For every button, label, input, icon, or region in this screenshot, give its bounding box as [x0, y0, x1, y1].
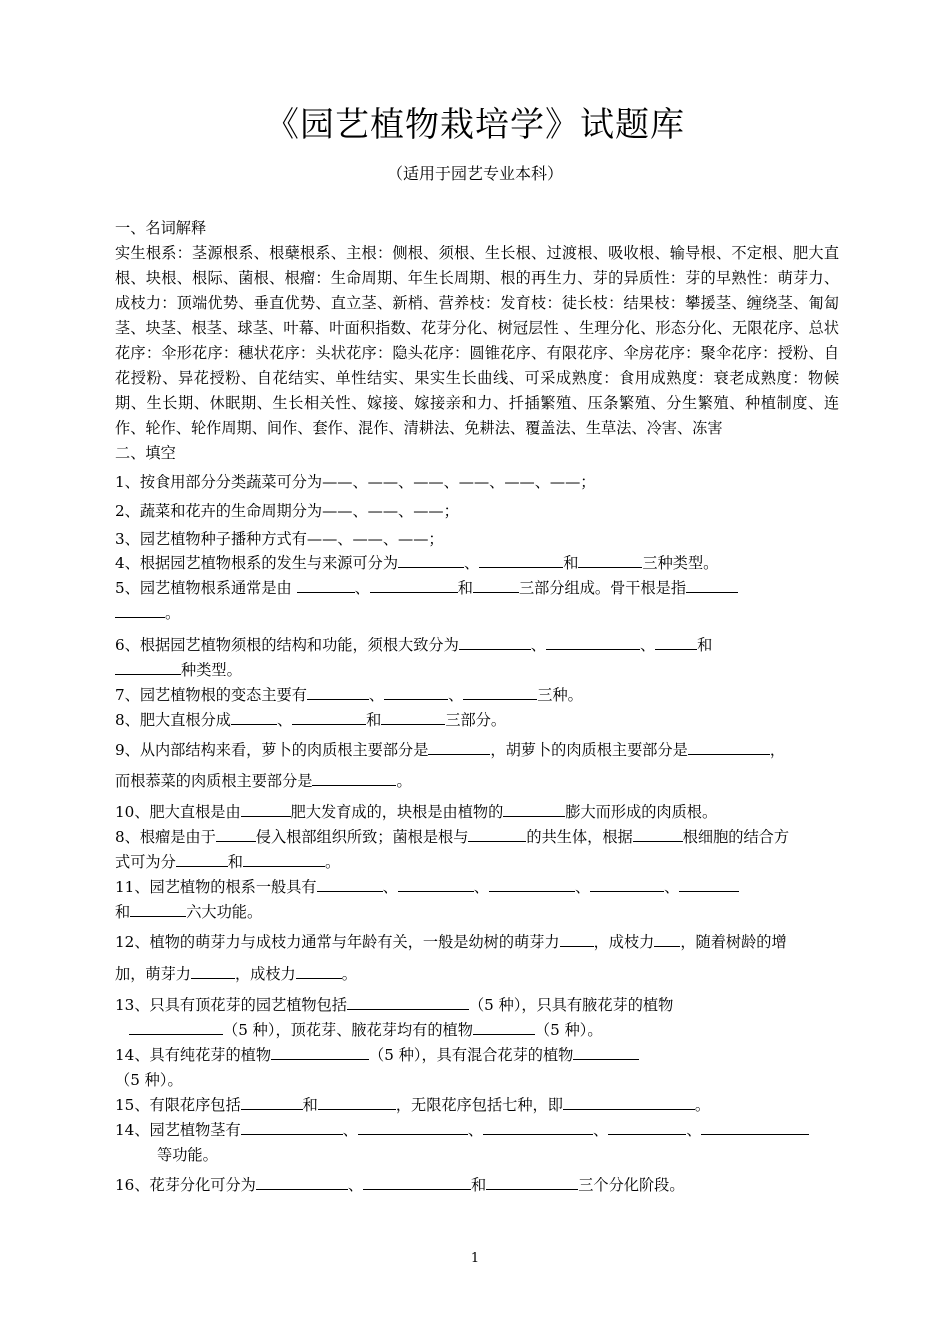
question-14b: [115, 1118, 839, 1143]
question-text: 。: [341, 965, 357, 983]
question-text: 14、具有纯花芽的植物: [115, 1046, 272, 1064]
question-8b: [115, 825, 839, 850]
question-text: 、: [382, 878, 398, 896]
question-14: [115, 1043, 839, 1068]
blank-line: [231, 710, 277, 725]
question-11-continued: [115, 900, 839, 930]
document-subtitle: （适用于园艺专业本科）: [386, 164, 563, 183]
blank-line: [358, 1120, 468, 1135]
question-text: 、: [448, 686, 464, 704]
question-4: [115, 551, 839, 576]
blank-line: [655, 635, 697, 650]
question-text: 6、根据园艺植物须根的结构和功能，须根大致分为: [115, 636, 459, 654]
question-text: 和: [471, 1176, 487, 1194]
question-text: 种类型。: [181, 661, 242, 679]
question-12: [115, 930, 839, 962]
question-text: （5 种）。: [534, 1021, 603, 1039]
blank-line: [241, 1120, 343, 1135]
question-text: 、: [464, 554, 480, 572]
question-text: 14、园艺植物茎有: [115, 1121, 241, 1139]
question-text: 膨大而形成的肉质根。: [565, 803, 718, 821]
question-text: 三种。: [537, 686, 583, 704]
blank-line: [312, 771, 396, 786]
question-14b-continued: [115, 1143, 839, 1173]
question-text: 侵入根部组织所致；菌根是根与: [255, 828, 469, 846]
question-6: [115, 633, 839, 658]
question-text: 和: [302, 1096, 318, 1114]
question-text: 六大功能。: [186, 903, 263, 921]
question-text: 16、花芽分化可分为: [115, 1176, 256, 1194]
blank-line: [297, 578, 355, 593]
blank-line: [590, 877, 664, 892]
question-15: [115, 1093, 839, 1118]
blank-line: [679, 877, 739, 892]
question-text: ，: [769, 741, 786, 759]
question-text: 10、肥大直根是由: [115, 803, 241, 821]
blank-line: [473, 1020, 535, 1035]
blank-line: [468, 827, 526, 842]
question-text: 13、只具有顶花芽的园艺植物包括: [115, 996, 347, 1014]
question-text: 11、园艺植物的根系一般具有: [115, 878, 317, 896]
question-text: 、: [467, 1121, 484, 1139]
blank-line: [473, 578, 519, 593]
question-text: 和: [115, 903, 131, 921]
question-text: 、: [664, 878, 680, 896]
question-text: （5 种）。: [115, 1071, 183, 1089]
question-text: 、: [686, 1121, 702, 1139]
question-text: ，成枝力: [234, 965, 296, 983]
blank-line: [463, 685, 537, 700]
question-text: 9、从内部结构来看，萝卜的肉质根主要部分是: [115, 741, 429, 759]
question-12-continued: [115, 962, 839, 993]
question-text: ，胡萝卜的肉质根主要部分是: [490, 741, 688, 759]
blank-line: [292, 710, 366, 725]
question-text: 、: [342, 1121, 358, 1139]
question-7: [115, 683, 839, 708]
question-text: 。: [324, 853, 341, 871]
question-text: 、: [276, 711, 293, 729]
section-heading-fill-blank: 二、填空: [115, 444, 176, 462]
question-text: 4、根据园艺植物根系的发生与来源可分为: [115, 554, 399, 572]
question-text: 三个分化阶段。: [578, 1176, 685, 1194]
blank-line: [398, 877, 474, 892]
question-text: 和: [457, 579, 473, 597]
blank-line: [191, 964, 235, 979]
question-8: [115, 708, 839, 738]
question-text: 的共生体，根据: [526, 828, 633, 846]
question-13: [115, 993, 839, 1018]
blank-line: [701, 1120, 809, 1135]
blank-line: [546, 635, 640, 650]
blank-line: [563, 1095, 695, 1110]
blank-line: [370, 578, 458, 593]
question-text: 。: [396, 772, 412, 790]
question-11: [115, 875, 839, 900]
blank-line: [633, 827, 683, 842]
question-3: 3、园艺植物种子播种方式有——、——、——；: [115, 530, 444, 548]
question-text: （5 种），只具有腋花芽的植物: [468, 996, 674, 1014]
blank-line: [216, 827, 256, 842]
question-text: 、: [574, 878, 591, 896]
section-heading-definitions: 一、名词解释: [115, 219, 207, 237]
blank-line: [608, 1120, 686, 1135]
question-text: 、: [368, 686, 385, 704]
question-text: 根细胞的结合方: [682, 828, 790, 846]
question-9-continued: [115, 769, 839, 800]
question-text: 三种类型。: [642, 554, 719, 572]
question-text: 等功能。: [157, 1146, 218, 1164]
blank-line: [573, 1045, 639, 1060]
question-text: 、: [530, 636, 546, 654]
blank-line: [271, 1045, 369, 1060]
question-1: 1、按食用部分分类蔬菜可分为——、——、——、——、——、——；: [115, 473, 596, 491]
blank-line: [115, 660, 181, 675]
blank-line: [317, 877, 383, 892]
question-text: 和: [366, 711, 382, 729]
question-text: 和: [563, 554, 579, 572]
blank-line: [363, 1175, 471, 1190]
question-text: 、: [593, 1121, 609, 1139]
blank-line: [307, 685, 369, 700]
question-text: 7、园艺植物根的变态主要有: [115, 686, 307, 704]
blank-line: [243, 852, 325, 867]
page-number: 1: [470, 1251, 480, 1266]
question-text: 、: [347, 1176, 364, 1194]
blank-line: [347, 995, 469, 1010]
question-text: ，成枝力: [593, 933, 655, 951]
blank-line: [686, 578, 738, 593]
question-text: 肥大发育成的，块根是由植物的: [290, 803, 504, 821]
question-text: 和: [697, 636, 713, 654]
document-body: [115, 216, 839, 1198]
blank-line: [241, 1095, 303, 1110]
blank-line: [129, 1020, 223, 1035]
question-text: 、: [354, 579, 370, 597]
question-6-continued: [115, 658, 839, 683]
question-text: 、: [639, 636, 656, 654]
blank-line: [503, 802, 565, 817]
definition-terms: 实生根系：茎源根系、根蘖根系、主根：侧根、须根、生长根、过渡根、吸收根、输导根、不定根、肥大直根、块根、根际、菌根、根瘤：生命周期、年生长周期、根的再生力、芽的异质性：芽的早熟性：萌芽力、成枝力：顶端优势、垂直优势、直立茎、新梢、营养枝：发育枝：徒长枝：结果枝：攀援茎、缠绕茎、匍匐茎、块茎、根茎、球茎、叶幕、叶面积指数、花芽分化、树冠层性 、生理分化、形态分化、无限花序、总状花序：伞形花序：穗状花序：头状花序：隐头花序：圆锥花序、有限花序、伞房花序：聚伞花序：授粉、自花授粉、异花授粉、自花结实、单性结实、果实生长曲线、可采成熟度：食用成熟度：衰老成熟度：物候期、生长期、休眠期、生长相关性、嫁接、嫁接亲和力、扦插繁殖、压条繁殖、分生繁殖、种植制度、连作、轮作、轮作周期、间作、套作、混作、清耕法、免耕法、覆盖法、生草法、冷害、冻害: [115, 244, 839, 437]
question-text: 。: [694, 1096, 711, 1114]
question-text: 加，萌芽力: [115, 965, 191, 983]
blank-line: [688, 740, 770, 755]
blank-line: [560, 932, 594, 947]
question-text: 、: [473, 878, 489, 896]
question-text: 三部分组成。骨干根是指: [518, 579, 686, 597]
question-text: 15、有限花序包括: [115, 1096, 241, 1114]
question-9: [115, 738, 839, 769]
blank-line: [489, 877, 575, 892]
blank-line: [459, 635, 531, 650]
blank-line: [115, 603, 165, 618]
blank-line: [483, 1120, 593, 1135]
question-text: ，随着树龄的增: [680, 933, 787, 951]
blank-line: [318, 1095, 396, 1110]
question-text: （5 种），具有混合花芽的植物: [369, 1046, 574, 1064]
question-text: 。: [165, 604, 181, 622]
blank-line: [479, 553, 563, 568]
question-text: 而根菾菜的肉质根主要部分是: [115, 772, 313, 790]
question-text: ，无限花序包括七种，即: [395, 1096, 563, 1114]
question-text: 三部分。: [445, 711, 507, 729]
blank-line: [176, 852, 228, 867]
question-text: 式可为分: [115, 853, 176, 871]
question-text: 8、根瘤是由于: [115, 828, 216, 846]
blank-line: [384, 685, 448, 700]
blank-line: [296, 964, 342, 979]
question-14-continued: [115, 1068, 839, 1093]
question-5: [115, 576, 839, 601]
document-title: 《园艺植物栽培学》试题库: [265, 105, 685, 145]
question-text: 和: [227, 853, 243, 871]
question-text: 12、植物的萌芽力与成枝力通常与年龄有关，一般是幼树的萌芽力: [115, 933, 560, 951]
question-8b-continued: [115, 850, 839, 875]
blank-line: [428, 740, 490, 755]
question-10: [115, 800, 839, 825]
blank-line: [486, 1175, 578, 1190]
question-5-continued: [115, 601, 839, 633]
blank-line: [241, 802, 291, 817]
blank-line: [398, 553, 464, 568]
question-2: 2、蔬菜和花卉的生命周期分为——、——、——；: [115, 502, 459, 520]
question-text: （5 种），顶花芽、腋花芽均有的植物: [223, 1021, 473, 1039]
blank-line: [578, 553, 642, 568]
question-text: 8、肥大直根分成: [115, 711, 231, 729]
question-16: [115, 1173, 839, 1198]
question-text: 5、园艺植物根系通常是由: [115, 579, 297, 597]
blank-line: [654, 932, 680, 947]
blank-line: [381, 710, 445, 725]
blank-line: [256, 1175, 348, 1190]
blank-line: [130, 902, 186, 917]
question-13-continued: [115, 1018, 839, 1043]
